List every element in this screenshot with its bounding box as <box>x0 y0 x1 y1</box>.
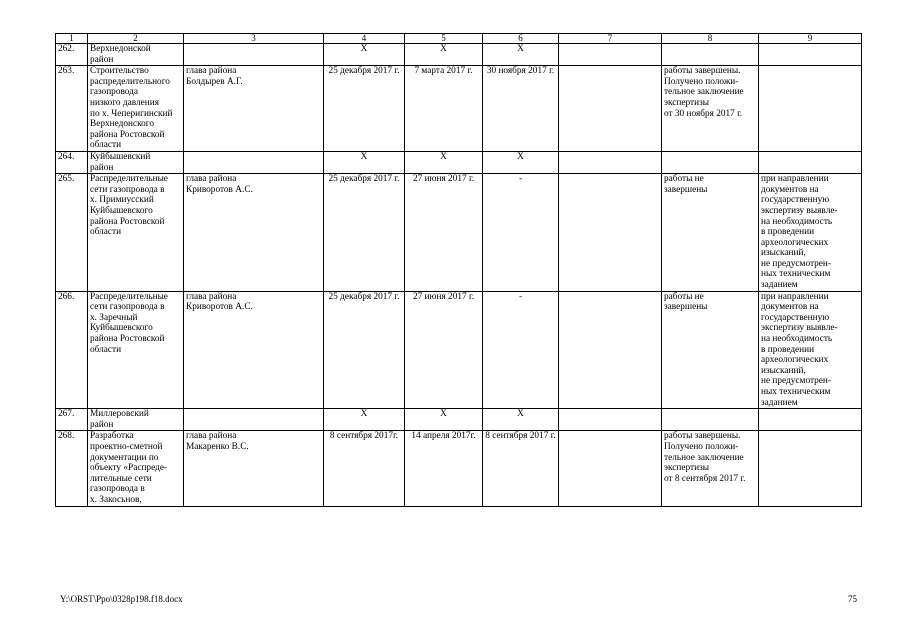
status-note: работы завершены. Получено положи- тельное заключение экспертизы от 8 сентября 2017 г. <box>662 431 759 506</box>
completion-date: - <box>483 291 559 409</box>
column-7-cell <box>559 151 662 173</box>
remark-note <box>759 44 862 66</box>
table-row <box>56 66 862 152</box>
status-note: работы не завершены <box>662 174 759 292</box>
column-header: 3 <box>184 34 324 44</box>
start-date: 27 июня 2017 г. <box>405 291 483 409</box>
completion-date: 30 ноября 2017 г. <box>483 66 559 152</box>
column-7-cell <box>559 431 662 506</box>
completion-date: 8 сентября 2017 г. <box>483 431 559 506</box>
table-row <box>56 291 862 409</box>
column-header: 8 <box>662 34 759 44</box>
page-number: 75 <box>848 594 857 604</box>
column-header: 9 <box>759 34 862 44</box>
row-number: 263. <box>56 66 88 152</box>
planned-date: 25 декабря 2017 г. <box>324 291 405 409</box>
table-row <box>56 174 862 292</box>
responsible-person <box>184 151 324 173</box>
row-number: 266. <box>56 291 88 409</box>
completion-date: Х <box>483 44 559 66</box>
table-row <box>56 151 862 173</box>
responsible-person: глава района Криворотов А.С. <box>184 174 324 292</box>
object-name: Разработка проектно-сметной документации по объекту «Распреде- лительные сети газопровода в х. Закосьнов, <box>88 431 184 506</box>
start-date: 7 марта 2017 г. <box>405 66 483 152</box>
object-name: Миллеровский район <box>88 409 184 431</box>
column-7-cell <box>559 44 662 66</box>
planned-date: Х <box>324 409 405 431</box>
remark-note: при направлении документов на государственную экспертизу выявле- на необходимость в проведении археологических изысканий, не предусмотрен- ных техническим заданием <box>759 174 862 292</box>
row-number: 262. <box>56 44 88 66</box>
responsible-person: глава района Болдырев А.Г. <box>184 66 324 152</box>
column-7-cell <box>559 174 662 292</box>
remark-note <box>759 409 862 431</box>
column-header: 6 <box>483 34 559 44</box>
document-path: Y:\ORST\Ppo\0328p198.f18.docx <box>60 594 183 604</box>
responsible-person <box>184 44 324 66</box>
object-name: Распределительные сети газопровода в х. Заречный Куйбышевского района Ростовской области <box>88 291 184 409</box>
column-header: 4 <box>324 34 405 44</box>
start-date: Х <box>405 409 483 431</box>
planned-date: 25 декабря 2017 г. <box>324 66 405 152</box>
responsible-person: глава района Криворотов А.С. <box>184 291 324 409</box>
start-date: 27 июня 2017 г. <box>405 174 483 292</box>
object-name: Куйбышевский район <box>88 151 184 173</box>
status-note: работы не завершены <box>662 291 759 409</box>
table-row <box>56 44 862 66</box>
planned-date: Х <box>324 44 405 66</box>
remark-note <box>759 151 862 173</box>
table-row <box>56 409 862 431</box>
start-date: 14 апреля 2017г. <box>405 431 483 506</box>
column-7-cell <box>559 291 662 409</box>
planned-date: 8 сентября 2017г. <box>324 431 405 506</box>
report-table <box>55 33 862 507</box>
row-number: 268. <box>56 431 88 506</box>
completion-date: Х <box>483 409 559 431</box>
status-note <box>662 409 759 431</box>
responsible-person <box>184 409 324 431</box>
row-number: 265. <box>56 174 88 292</box>
completion-date: - <box>483 174 559 292</box>
column-header: 7 <box>559 34 662 44</box>
row-number: 267. <box>56 409 88 431</box>
object-name: Распределительные сети газопровода в х. Примиусский Куйбышевского района Ростовской области <box>88 174 184 292</box>
start-date: Х <box>405 44 483 66</box>
remark-note <box>759 66 862 152</box>
column-7-cell <box>559 409 662 431</box>
object-name: Верхнедонской район <box>88 44 184 66</box>
row-number: 264. <box>56 151 88 173</box>
column-header: 1 <box>56 34 88 44</box>
start-date: Х <box>405 151 483 173</box>
completion-date: Х <box>483 151 559 173</box>
status-note <box>662 44 759 66</box>
table-row <box>56 431 862 506</box>
planned-date: 25 декабря 2017 г. <box>324 174 405 292</box>
column-header: 2 <box>88 34 184 44</box>
object-name: Строительство распределительного газопровода низкого давления по х. Чеперигинский Верхнедонского района Ростовской области <box>88 66 184 152</box>
remark-note <box>759 431 862 506</box>
responsible-person: глава района Макаренко В.С. <box>184 431 324 506</box>
status-note <box>662 151 759 173</box>
column-header: 5 <box>405 34 483 44</box>
remark-note: при направлении документов на государственную экспертизу выявле- на необходимость в проведении археологических изысканий, не предусмотрен- ных техническим заданием <box>759 291 862 409</box>
status-note: работы завершены. Получено положи- тельное заключение экспертизы от 30 ноября 2017 г. <box>662 66 759 152</box>
planned-date: Х <box>324 151 405 173</box>
table-header-row <box>56 34 862 44</box>
column-7-cell <box>559 66 662 152</box>
